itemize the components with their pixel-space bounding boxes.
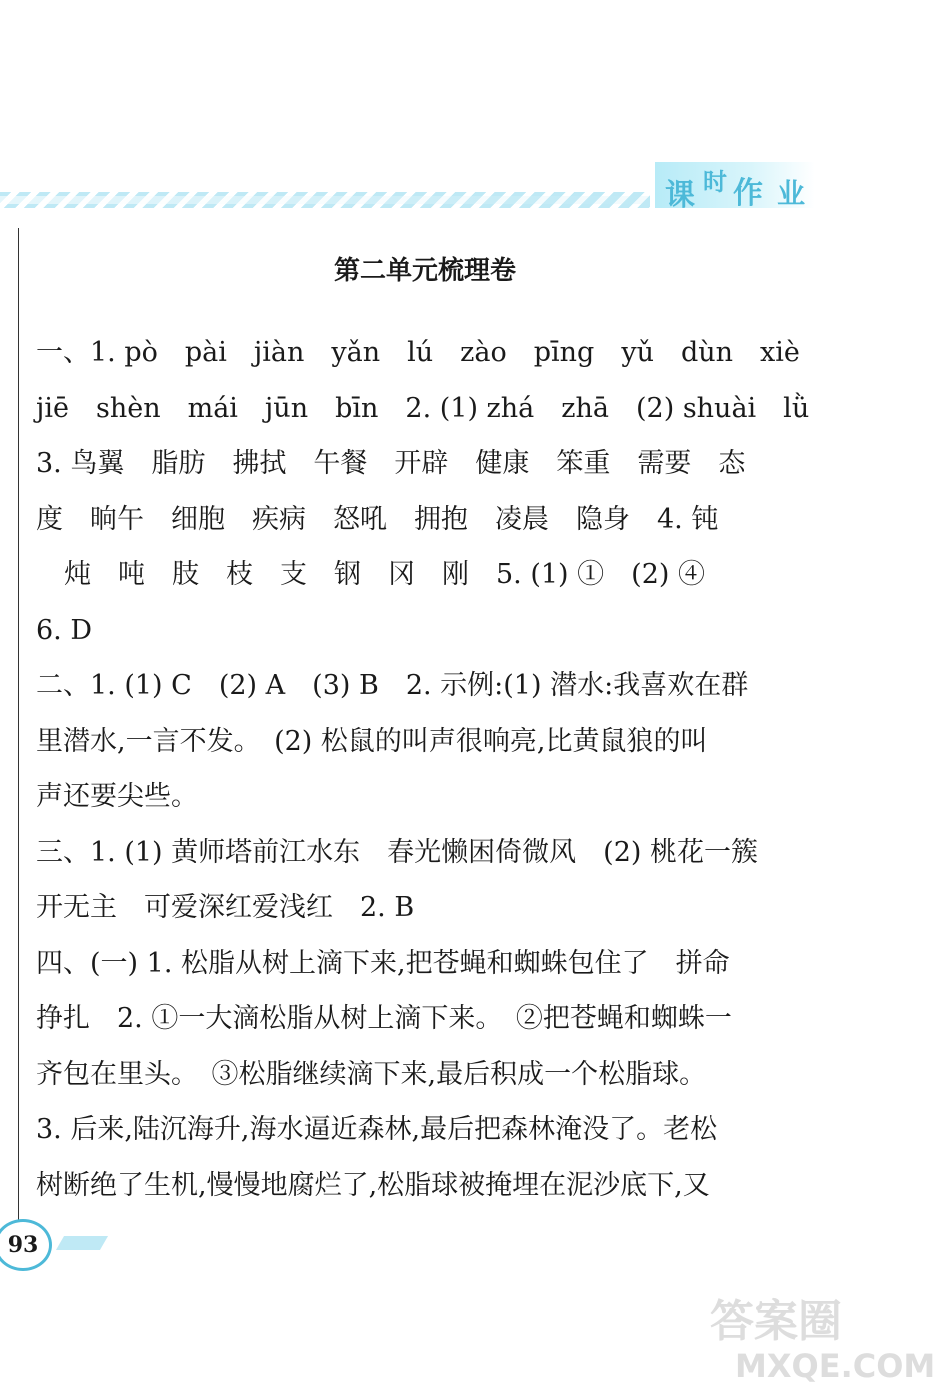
- answer-line: 三、1. (1) 黄师塔前江水东 春光懒困倚微风 (2) 桃花一簇: [36, 836, 758, 868]
- answer-line: 里潜水,一言不发。 (2) 松鼠的叫声很响亮,比黄鼠狼的叫: [36, 725, 708, 757]
- watermark-url: MXQE.COM: [735, 1347, 935, 1385]
- answer-line: 3. 鸟翼 脂肪 拂拭 午餐 开辟 健康 笨重 需要 态: [36, 448, 746, 479]
- answer-line: 6. D: [36, 614, 92, 646]
- answer-line: 炖 吨 肢 枝 支 钢 冈 刚 5. (1) ① (2) ④: [64, 559, 705, 590]
- margin-rule: [18, 228, 19, 1228]
- answer-body: [36, 328, 826, 1216]
- header-tag-char-2: 时: [703, 168, 727, 196]
- header-tag-char-4: 业: [777, 177, 806, 210]
- answer-line: 四、(一) 1. 松脂从树上滴下来,把苍蝇和蜘蛛包住了 拼命: [36, 947, 730, 979]
- answer-line: jiē shèn mái jūn bīn 2. (1) zhá zhā (2) shuài lǜ: [36, 392, 810, 424]
- page-number-tail: [56, 1236, 108, 1250]
- header-tag-char-1: 课: [665, 178, 695, 213]
- answer-line: 齐包在里头。 ③松脂继续滴下来,最后积成一个松脂球。: [36, 1058, 707, 1090]
- answer-line: 3. 后来,陆沉海升,海水逼近森林,最后把森林淹没了。老松: [36, 1114, 718, 1145]
- page-title: 第二单元梳理卷: [333, 256, 516, 286]
- answer-line: 挣扎 2. ①一大滴松脂从树上滴下来。 ②把苍蝇和蜘蛛一: [36, 1003, 732, 1034]
- answer-line: 度 晌午 细胞 疾病 怒吼 拥抱 凌晨 隐身 4. 钝: [36, 503, 719, 535]
- answer-line: 树断绝了生机,慢慢地腐烂了,松脂球被掩埋在泥沙底下,又: [36, 1169, 710, 1201]
- answer-line: 开无主 可爱深红爱浅红 2. B: [36, 892, 415, 923]
- watermark-logo: 答案圈: [710, 1296, 842, 1347]
- page-number: 93: [0, 1219, 52, 1271]
- header-tag-char-3: 作: [733, 176, 763, 211]
- header-tag: [655, 162, 815, 213]
- header-stripe-shade: [0, 196, 650, 204]
- answer-line: 声还要尖些。: [36, 781, 198, 812]
- answer-line: 二、1. (1) C (2) A (3) B 2. 示例:(1) 潜水:我喜欢在群: [36, 670, 749, 701]
- answer-line: 一、1. pò pài jiàn yǎn lú zào pīng yǔ dùn xiè: [36, 337, 800, 368]
